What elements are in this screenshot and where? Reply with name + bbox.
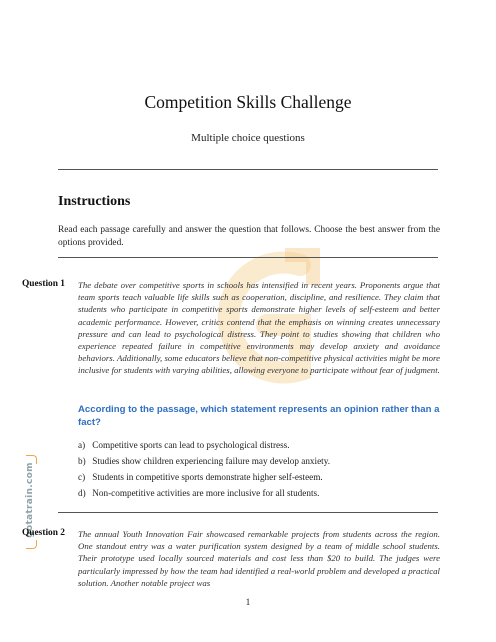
option-c[interactable] — [78, 469, 440, 485]
instructions-text: Read each passage carefully and answer the question that follows. Choose the best answer from the options provided. — [58, 225, 440, 248]
option-text: Non-competitive activities are more inclusive for all students. — [92, 488, 320, 498]
page-title: Competition Skills Challenge — [144, 92, 352, 112]
divider-top — [58, 169, 438, 170]
question-2-label: Question 2 — [22, 528, 65, 538]
bracket-bottom-icon — [26, 540, 37, 549]
option-a[interactable] — [78, 437, 440, 453]
sidebar-brand-text: gotatrain.com — [25, 462, 35, 538]
option-text: Students in competitive sports demonstrate higher self-esteem. — [92, 472, 323, 482]
option-letter: c) — [78, 472, 86, 482]
option-letter: a) — [78, 440, 86, 450]
option-text: Studies show children experiencing failure may develop anxiety. — [92, 456, 330, 466]
option-letter: d) — [78, 488, 86, 498]
option-letter: b) — [78, 456, 86, 466]
divider-question-1 — [58, 512, 438, 513]
question-1-label: Question 1 — [22, 279, 65, 289]
option-text: Competitive sports can lead to psychological distress. — [92, 440, 290, 450]
option-b[interactable] — [78, 453, 440, 469]
question-2-passage: The annual Youth Innovation Fair showcased remarkable projects from students across the region. One standout entry was a water purification system designed by a team of middle school students. Their prototype used locally sourced materials and cost less than $20 to build. The judges were particularly impressed by how the team had identified a real-world problem and developed a practical solution. Another notable project was — [78, 529, 440, 588]
option-d[interactable] — [78, 485, 440, 501]
instructions-heading: Instructions — [58, 194, 131, 209]
page-number: 1 — [245, 598, 251, 608]
question-1-options — [78, 437, 440, 501]
divider-instructions — [58, 257, 438, 258]
question-1-prompt: According to the passage, which statement represents an opinion rather than a fact? — [78, 404, 440, 428]
page-subtitle: Multiple choice questions — [191, 132, 305, 144]
question-1-passage: The debate over competitive sports in schools has intensified in recent years. Proponents argue that team sports teach valuable life skills such as cooperation, discipline, and resilience. They claim that students who participate in competitive sports demonstrate higher levels of self-esteem and better academic performance. However, critics contend that the emphasis on winning creates unnecessary pressure and can lead to psychological distress. They point to studies showing that children who experience repeated failure in competitive environments may develop anxiety and avoidance behaviors. Additionally, some educators believe that non-competitive physical activities might be more inclusive for students with varying abilities, allowing everyone to participate without fear of judgment. — [78, 280, 440, 376]
